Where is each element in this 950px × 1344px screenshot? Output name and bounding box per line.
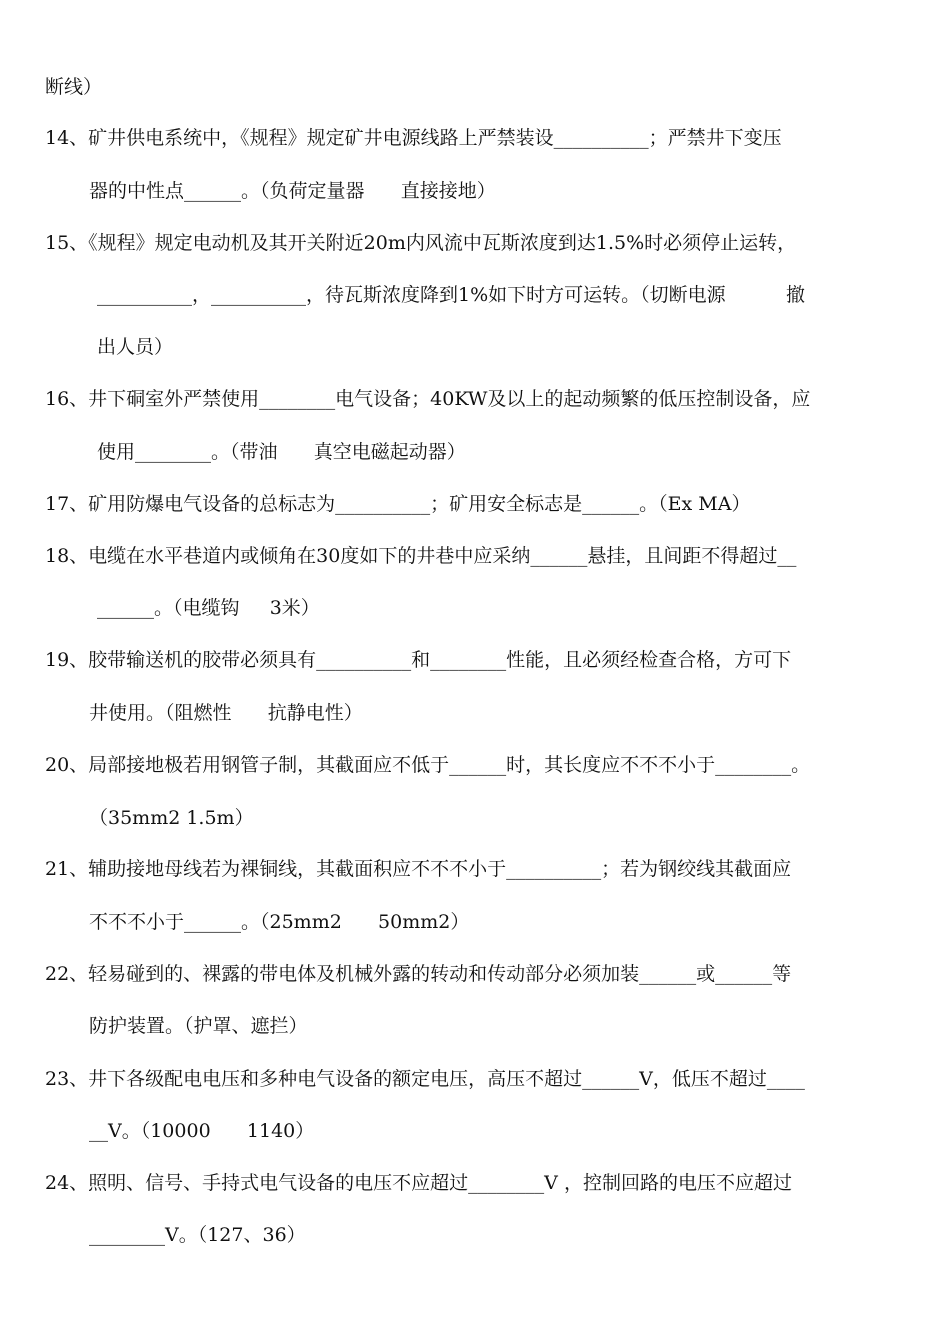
question-23-line-2: __V。（10000 1140） [89, 1120, 315, 1142]
question-14-line-2: 器的中性点______。（负荷定量器 直接接地） [89, 180, 496, 202]
text-line: 断线） [45, 76, 103, 98]
question-16-line-2: 使用________。（带油 真空电磁起动器） [97, 441, 466, 463]
question-16-line-1: 16、井下硐室外严禁使用________电气设备；40KW及以上的起动频繁的低压控制设备，应 [45, 388, 811, 410]
question-21-line-1: 21、辅助接地母线若为裸铜线，其截面积应不不不小于__________；若为钢绞线其截面应 [45, 858, 792, 880]
question-15-line-2: __________，__________，待瓦斯浓度降到1%如下时方可运转。（切断电源 撤 [97, 284, 806, 306]
question-15-line-3: 出人员） [97, 336, 174, 358]
question-23-line-1: 23、井下各级配电电压和多种电气设备的额定电压，高压不超过______V，低压不超过____ [45, 1068, 805, 1090]
question-18-line-1: 18、电缆在水平巷道内或倾角在30度如下的井巷中应采纳______悬挂，且间距不得超过__ [45, 545, 797, 567]
question-19-line-1: 19、胶带输送机的胶带必须具有__________和________性能，且必须经检查合格，方可下 [45, 649, 792, 671]
question-19-line-2: 井使用。（阻燃性 抗静电性） [89, 702, 363, 724]
question-21-line-2: 不不不小于______。（25mm2 50mm2） [89, 911, 470, 933]
question-17-line-1: 17、矿用防爆电气设备的总标志为__________；矿用安全标志是______。（Ex MA） [45, 493, 751, 515]
question-22-line-2: 防护装置。（护罩、遮拦） [89, 1015, 308, 1037]
question-20-line-1: 20、局部接地极若用钢管子制，其截面应不低于______时，其长度应不不不小于________。 [45, 754, 811, 776]
question-24-line-2: ________V。（127、36） [89, 1224, 306, 1246]
question-24-line-1: 24、照明、信号、手持式电气设备的电压不应超过________V ，控制回路的电压不应超过 [45, 1172, 792, 1194]
question-18-line-2: ______。（电缆钩 3米） [97, 597, 320, 619]
question-22-line-1: 22、轻易碰到的、裸露的带电体及机械外露的转动和传动部分必须加装______或______等 [45, 963, 792, 985]
question-15-line-1: 15、《规程》规定电动机及其开关附近20m内风流中瓦斯浓度到达1.5%时必须停止运转， [45, 232, 797, 254]
question-14-line-1: 14、矿井供电系统中，《规程》规定矿井电源线路上严禁装设__________；严禁井下变压 [45, 127, 782, 149]
question-20-line-2: （35mm2 1.5m） [89, 807, 254, 829]
